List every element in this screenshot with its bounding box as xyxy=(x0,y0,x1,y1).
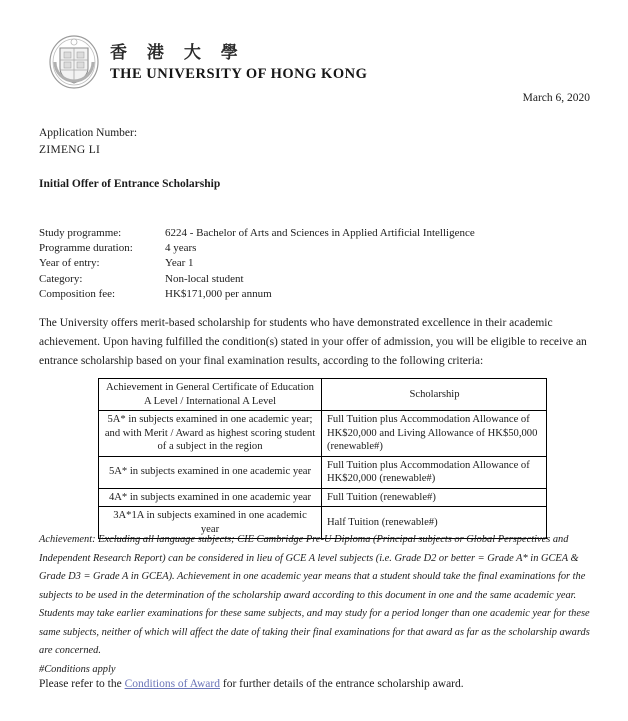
application-number-row xyxy=(39,125,236,142)
recipient-block xyxy=(39,125,236,159)
document-date: March 6, 2020 xyxy=(522,92,590,104)
table-row xyxy=(99,456,547,488)
closing-prefix: Please refer to the xyxy=(39,678,125,690)
application-number-label: Application Number: xyxy=(39,127,138,139)
scholarship-criteria-table xyxy=(98,378,547,539)
cell-scholarship: Full Tuition plus Accommodation Allowance of HK$20,000 (renewable#) xyxy=(322,456,547,488)
table-row xyxy=(99,488,547,507)
cell-achievement: 4A* in subjects examined in one academic year xyxy=(99,488,322,507)
detail-label: Study programme: xyxy=(39,227,122,239)
recipient-name: ZIMENG LI xyxy=(39,144,101,156)
table-header-row xyxy=(99,379,547,411)
detail-row xyxy=(39,241,475,256)
hku-crest-icon xyxy=(48,34,100,90)
detail-value: 6224 - Bachelor of Arts and Sciences in Applied Artificial Intelligence xyxy=(165,227,475,239)
table-row xyxy=(99,411,547,457)
detail-row xyxy=(39,226,475,241)
detail-row xyxy=(39,256,475,271)
wordmark xyxy=(110,41,367,82)
cell-achievement: 5A* in subjects examined in one academic year; and with Merit / Award as highest scoring student of a subject in the region xyxy=(99,411,322,457)
detail-label: Programme duration: xyxy=(39,242,133,255)
detail-label: Category: xyxy=(39,272,83,285)
letterhead xyxy=(48,34,367,90)
table-header-achievement: Achievement in General Certificate of Education A Level / International A Level xyxy=(99,379,322,411)
footnote-body: Achievement: Excluding all language subjects; CIE Cambridge Pre-U Diploma (Principal subjects or Global Perspectives and Independent Research Report) can be considered in lieu of GCE A level subjects (i.e. Grade D2 or better = Grade A* in GCEA & Grade D3 = Grade A in GCEA). Achievement in one academic year means that a student should take the final examinations for the subjects to be used in the determination of the scholarship award according to this document in one and the same academic year. Students may take earlier examinations for these same subjects, and may study for a period longer than one academic year for these same subjects, neither of which will affect the date of taking their final examinations for that award as far as the scholarship awards are concerned. xyxy=(39,534,590,656)
detail-value: Year 1 xyxy=(165,257,194,270)
conditions-of-award-link[interactable]: Conditions of Award xyxy=(124,678,220,690)
cell-scholarship: Full Tuition (renewable#) xyxy=(322,488,547,507)
detail-value: Non-local student xyxy=(165,272,244,285)
closing-suffix: for further details of the entrance scholarship award. xyxy=(220,678,464,690)
cell-achievement: 5A* in subjects examined in one academic year xyxy=(99,456,322,488)
footnote-block xyxy=(39,531,592,679)
detail-row xyxy=(39,287,475,302)
detail-row xyxy=(39,272,475,287)
table-header-scholarship: Scholarship xyxy=(322,379,547,411)
cell-scholarship: Half Tuition (renewable#) xyxy=(322,507,547,539)
cell-achievement: 3A*1A in subjects examined in one academic year xyxy=(99,507,322,539)
document-subject-title: Initial Offer of Entrance Scholarship xyxy=(39,178,221,190)
university-name-chinese: 香 港 大 學 xyxy=(110,43,245,64)
programme-details xyxy=(39,226,475,302)
detail-label: Composition fee: xyxy=(39,287,116,300)
closing-line xyxy=(39,678,464,690)
detail-value: HK$171,000 per annum xyxy=(165,287,272,300)
intro-paragraph: The University offers merit-based scholarship for students who have demonstrated excellence in their academic achievement. Upon having fulfilled the condition(s) stated in your offer of admission, you will be eligible to receive an entrance scholarship based on your final examination results, according to the following criteria: xyxy=(39,317,587,367)
footnote-conditions-apply: #Conditions apply xyxy=(39,663,116,675)
university-name-english: THE UNIVERSITY OF HONG KONG xyxy=(110,65,368,82)
detail-value: 4 years xyxy=(165,242,197,255)
cell-scholarship: Full Tuition plus Accommodation Allowance of HK$20,000 and Living Allowance of HK$50,000 (renewable#) xyxy=(322,411,547,457)
detail-label: Year of entry: xyxy=(39,257,100,270)
